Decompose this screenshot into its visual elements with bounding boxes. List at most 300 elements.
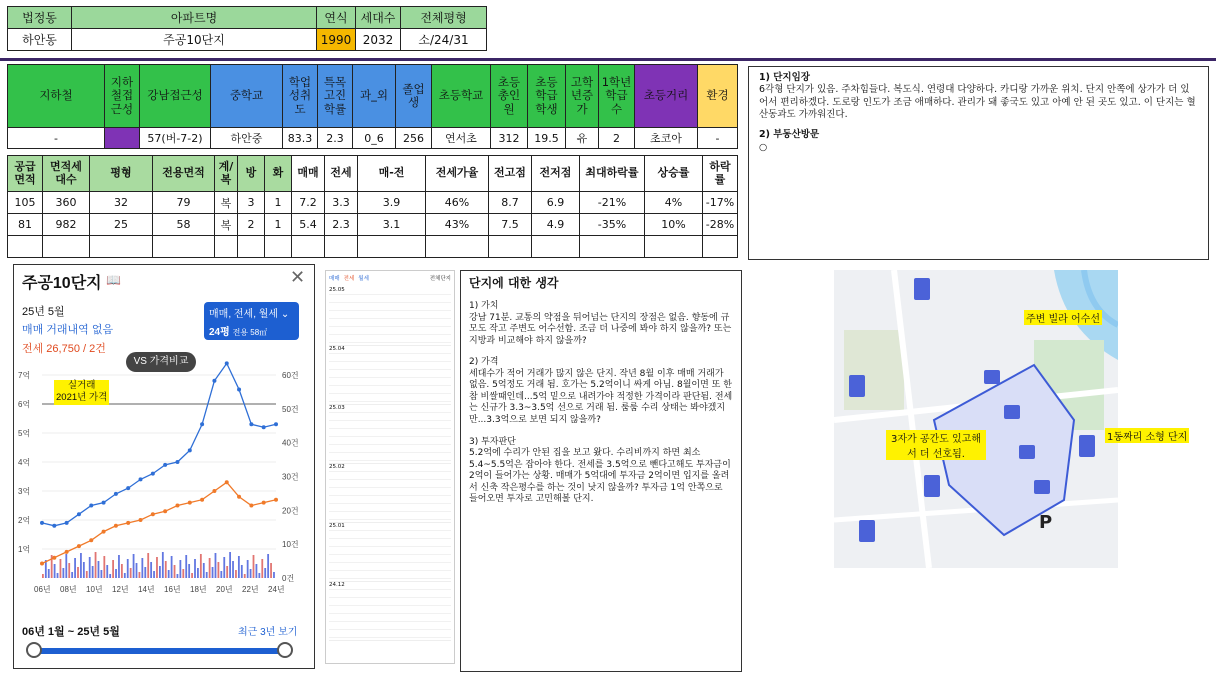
price-cell: -21%	[580, 192, 645, 214]
volume-bar	[250, 569, 252, 578]
volume-bar	[54, 564, 56, 578]
volume-bar	[229, 552, 231, 578]
notes-section1-title: 1) 단지임장	[759, 72, 810, 83]
header-elementary: 초등학교	[432, 65, 491, 128]
transactions-tabs	[326, 271, 454, 285]
data-point	[151, 512, 155, 516]
volume-bar	[168, 570, 170, 578]
y-tick-label: 6억	[18, 400, 31, 409]
thoughts-s1-title: 1) 가치	[469, 301, 499, 312]
data-point	[225, 361, 229, 365]
price-cell: 3	[238, 192, 265, 214]
header-special-hs: 특목고진학률	[318, 65, 353, 128]
volume-bar	[177, 574, 179, 578]
annotation-line2: 2021년 가격	[56, 392, 108, 404]
volume-bar	[241, 565, 243, 578]
volume-bar	[156, 557, 158, 578]
data-point	[175, 460, 179, 464]
y2-tick-label: 20건	[282, 506, 299, 516]
price-header-3: 전용면적	[153, 156, 215, 192]
price-cell: 1	[265, 214, 292, 236]
header-sizes: 전체평형	[401, 7, 487, 29]
y-tick-label: 1억	[18, 545, 31, 554]
data-point	[249, 422, 253, 426]
price-cell: 5.4	[292, 214, 325, 236]
volume-bar	[92, 566, 94, 578]
volume-bar	[232, 561, 234, 578]
volume-bar	[139, 572, 141, 578]
price-header-13: 최대하락률	[580, 156, 645, 192]
volume-bar	[206, 572, 208, 578]
volume-bar	[101, 570, 103, 578]
x-tick-label: 16년	[164, 585, 181, 594]
data-point	[65, 550, 69, 554]
map-label-villa: 주변 빌라 어수선	[1024, 310, 1102, 325]
volume-bar	[48, 569, 50, 578]
price-table	[7, 155, 738, 258]
price-cell	[8, 236, 43, 258]
thoughts-s2-body: 세대수가 적어 거래가 많지 않은 단지. 작년 8월 이후 매매 거래가 없음. 5억정도 거래 됨. 호가는 5.2억이니 싸게 아님. 8월이면 또 한참 비쌀때인데...5억 밑으로 내려가야 적정한 가격이라 판단됨. 전세는 신규가 3.3~3.5억 선으로 거래 됨. 룸룸 수리 상태는 봐야겠지만...3.3억으로 보면 되지 않을까?	[469, 368, 733, 425]
price-cell	[358, 236, 426, 258]
notes-section2-body: ○	[759, 141, 768, 153]
value-subway: -	[8, 128, 105, 149]
volume-bar	[235, 570, 237, 578]
header-gangnam-access: 강남접근성	[140, 65, 211, 128]
volume-bar	[256, 564, 258, 578]
range-slider-track[interactable]	[34, 648, 286, 654]
thoughts-s1-body: 강남 71분. 교통의 약점을 뒤어넘는 단지의 장점은 없음. 향동에 규모도 작고 주변도 어수선함. 조금 더 나중에 봐야 하지 않을까? 또는 지방과 비교해야 하지 않을까?	[469, 312, 732, 346]
data-point	[262, 425, 266, 429]
data-point	[175, 504, 179, 508]
data-point	[40, 521, 44, 525]
tab-sale[interactable]: 매매	[329, 276, 340, 282]
data-point	[114, 492, 118, 496]
price-cell: 982	[43, 214, 90, 236]
volume-bar	[68, 563, 70, 578]
price-cell: 10%	[645, 214, 703, 236]
price-header-0: 공급면적	[8, 156, 43, 192]
price-cell: 1	[265, 192, 292, 214]
price-cell	[292, 236, 325, 258]
volume-bar	[185, 555, 187, 578]
volume-bar	[112, 560, 114, 578]
price-cell: 복	[215, 214, 238, 236]
volume-bar	[226, 566, 228, 578]
notes-section1-body: 6각형 단지가 있음. 주차힘들다. 복도식. 연령대 다양하다. 카디랑 가까운 위치. 단지 안쪽에 상가가 더 있어서 편리하겠다. 도로랑 인도가 조금 애매하다. 관리가 돼 좋국도 있고 아예 안 된 곳도 있고. 이 단지는 혈산동과도 가까워진다.	[759, 84, 1196, 121]
price-cell	[153, 236, 215, 258]
x-tick-label: 18년	[190, 585, 207, 594]
x-tick-label: 22년	[242, 585, 259, 594]
y2-tick-label: 10건	[282, 540, 299, 550]
price-cell: 3.1	[358, 214, 426, 236]
volume-bar	[273, 572, 275, 578]
y2-tick-label: 0건	[282, 574, 295, 583]
volume-bar	[212, 567, 214, 578]
header-upper-grade: 고학년증가	[566, 65, 599, 128]
price-cell	[532, 236, 580, 258]
data-point	[200, 422, 204, 426]
data-point	[52, 556, 56, 560]
date-range-label: 06년 1월 ~ 25년 5월	[22, 626, 120, 638]
data-point	[126, 486, 130, 490]
value-grade1-classes: 2	[599, 128, 635, 149]
price-cell: 7.5	[489, 214, 532, 236]
school-transport-table	[7, 64, 738, 149]
price-header-7: 매매	[292, 156, 325, 192]
divider	[0, 58, 1216, 61]
value-tutoring: 0_6	[353, 128, 396, 149]
value-elem-distance: 초코아	[635, 128, 698, 149]
volume-bar	[95, 552, 97, 578]
volume-bar	[244, 574, 246, 578]
volume-bar	[209, 558, 211, 578]
data-point	[151, 472, 155, 476]
data-point	[163, 463, 167, 467]
transaction-date: 25.02	[329, 464, 451, 523]
price-chart-panel	[13, 264, 315, 669]
annotation-line1: 실거래	[54, 380, 109, 392]
volume-bar	[71, 572, 73, 578]
series-line	[42, 482, 276, 563]
price-header-4: 계/복	[215, 156, 238, 192]
value-elem-total: 312	[491, 128, 528, 149]
price-cell	[90, 236, 153, 258]
header-tutoring: 과_외	[353, 65, 396, 128]
value-gangnam-access: 57(버-7-2)	[140, 128, 211, 149]
table-row	[8, 192, 738, 214]
data-point	[89, 538, 93, 542]
volume-bar	[165, 561, 167, 578]
price-cell: 2	[238, 214, 265, 236]
data-point	[237, 388, 241, 392]
transaction-date: 25.01	[329, 523, 451, 582]
volume-bar	[162, 552, 164, 578]
price-header-11: 전고점	[489, 156, 532, 192]
volume-bar	[121, 564, 123, 578]
volume-bar	[174, 565, 176, 578]
range-slider-handle-start[interactable]	[26, 642, 42, 658]
volume-bar	[150, 562, 152, 578]
map-book-icon[interactable]: 📖	[106, 273, 121, 287]
thoughts-s2-title: 2) 가격	[469, 357, 499, 368]
value-achievement: 83.3	[283, 128, 318, 149]
price-cell: 3.9	[358, 192, 426, 214]
volume-bar	[147, 553, 149, 578]
price-header-2: 평형	[90, 156, 153, 192]
price-cell	[703, 236, 738, 258]
y-tick-label: 2억	[18, 516, 31, 525]
volume-bar	[264, 568, 266, 578]
value-middle-school: 하안중	[211, 128, 283, 149]
value-environment: -	[698, 128, 738, 149]
tab-jeonse[interactable]: 전세	[343, 276, 355, 282]
price-header-10: 전세가율	[426, 156, 489, 192]
value-special-hs: 2.3	[318, 128, 353, 149]
volume-bar	[159, 566, 161, 578]
x-tick-label: 08년	[60, 585, 77, 594]
price-cell	[645, 236, 703, 258]
volume-bar	[267, 554, 269, 578]
data-point	[237, 495, 241, 499]
value-households: 2032	[356, 29, 401, 51]
volume-bar	[215, 553, 217, 578]
value-elementary: 연서초	[432, 128, 491, 149]
transaction-date: 25.04	[329, 346, 451, 405]
volume-bar	[133, 554, 135, 578]
volume-bar	[197, 568, 199, 578]
chart-date: 25년 5월	[22, 306, 65, 318]
volume-bar	[62, 568, 64, 578]
price-cell	[215, 236, 238, 258]
price-cell: 8.7	[489, 192, 532, 214]
data-point	[249, 504, 253, 508]
y2-tick-label: 50건	[282, 404, 299, 414]
header-dong: 법정동	[8, 7, 72, 29]
sale-status: 매매 거래내역 없음	[22, 324, 114, 336]
volume-bar	[136, 563, 138, 578]
tab-monthly[interactable]: 월세	[358, 276, 369, 282]
volume-bar	[109, 574, 111, 578]
volume-bar	[130, 568, 132, 578]
x-tick-label: 24년	[268, 585, 285, 594]
price-cell: 46%	[426, 192, 489, 214]
price-cell	[580, 236, 645, 258]
x-tick-label: 12년	[112, 585, 129, 594]
header-year: 연식	[317, 7, 356, 29]
complex-map[interactable]	[834, 270, 1118, 568]
data-point	[274, 498, 278, 502]
data-point	[212, 489, 216, 493]
y-tick-label: 7억	[18, 371, 31, 380]
volume-bar	[57, 573, 59, 578]
price-header-14: 상승률	[645, 156, 703, 192]
notes-section2-title: 2) 부동산방문	[759, 129, 820, 141]
x-tick-label: 06년	[34, 585, 51, 594]
value-apt-name: 주공10단지	[72, 29, 317, 51]
jeonse-status: 전세 26,750 / 2건	[22, 343, 106, 355]
volume-bar	[98, 561, 100, 578]
price-cell: 3.3	[325, 192, 358, 214]
thoughts-panel	[460, 270, 742, 672]
price-cell	[43, 236, 90, 258]
x-tick-label: 10년	[86, 585, 103, 594]
y2-tick-label: 30건	[282, 472, 299, 482]
price-cell: 360	[43, 192, 90, 214]
volume-bar	[83, 562, 85, 578]
transaction-date: 24.12	[329, 582, 451, 641]
header-achievement: 학업성취도	[283, 65, 318, 128]
map-label-3rooms: 3자가 공간도 있고해서 더 선호됨.	[886, 430, 986, 460]
transactions-list	[326, 285, 454, 643]
volume-bar	[144, 567, 146, 578]
site-visit-notes	[748, 66, 1209, 260]
data-point	[77, 544, 81, 548]
transaction-date: 25.03	[329, 405, 451, 464]
volume-bar	[42, 574, 44, 578]
map-label-one-building: 1동짜리 소형 단지	[1105, 428, 1189, 443]
price-header-5: 방	[238, 156, 265, 192]
volume-bar	[106, 565, 108, 578]
data-point	[139, 477, 143, 481]
header-apt-name: 아파트명	[72, 7, 317, 29]
filter-dropdown[interactable]	[204, 302, 299, 340]
value-upper-grade: 유	[566, 128, 599, 149]
sort-label[interactable]: 전체단지	[429, 276, 451, 282]
volume-bar	[77, 567, 79, 578]
price-cell: 복	[215, 192, 238, 214]
price-cell: 79	[153, 192, 215, 214]
table-row	[8, 214, 738, 236]
svg-text:P: P	[1039, 512, 1053, 533]
data-point	[102, 501, 106, 505]
value-graduates: 256	[396, 128, 432, 149]
volume-bar	[60, 559, 62, 578]
range-slider-handle-end[interactable]	[277, 642, 293, 658]
volume-bar	[153, 571, 155, 578]
header-households: 세대수	[356, 7, 401, 29]
volume-bar	[191, 573, 193, 578]
volume-bar	[80, 553, 82, 578]
y-tick-label: 4억	[18, 458, 31, 467]
volume-bar	[89, 557, 91, 578]
volume-bar	[124, 573, 126, 578]
price-cell: -35%	[580, 214, 645, 236]
header-subway-access: 지하철접근성	[105, 65, 140, 128]
price-header-6: 화	[265, 156, 292, 192]
volume-bar	[238, 556, 240, 578]
volume-bar	[188, 564, 190, 578]
volume-bar	[171, 556, 173, 578]
price-header-8: 전세	[325, 156, 358, 192]
volume-bar	[86, 571, 88, 578]
data-point	[188, 448, 192, 452]
chart-annotation	[54, 380, 109, 405]
data-point	[77, 512, 81, 516]
price-cell: 32	[90, 192, 153, 214]
volume-bar	[247, 560, 249, 578]
summary-table	[7, 6, 487, 51]
volume-bar	[270, 563, 272, 578]
header-middle-school: 중학교	[211, 65, 283, 128]
volume-bar	[261, 559, 263, 578]
price-header-15: 하락률	[703, 156, 738, 192]
y-tick-label: 3억	[18, 487, 31, 496]
header-environment: 환경	[698, 65, 738, 128]
data-point	[40, 562, 44, 566]
value-year: 1990	[317, 29, 356, 51]
thoughts-s3-title: 3) 투자판단	[469, 436, 516, 447]
header-elem-distance: 초등거리	[635, 65, 698, 128]
header-elem-total: 초등총인원	[491, 65, 528, 128]
price-cell	[426, 236, 489, 258]
price-cell: 81	[8, 214, 43, 236]
y2-tick-label: 40건	[282, 438, 299, 448]
price-cell: 58	[153, 214, 215, 236]
price-cell	[325, 236, 358, 258]
recent-3y-button[interactable]: 최근 3년 보기	[238, 627, 298, 638]
volume-bar	[103, 556, 105, 578]
header-graduates: 졸업생	[396, 65, 432, 128]
price-cell: 4.9	[532, 214, 580, 236]
volume-bar	[141, 558, 143, 578]
data-point	[114, 524, 118, 528]
value-dong: 하안동	[8, 29, 72, 51]
data-point	[212, 379, 216, 383]
data-point	[89, 504, 93, 508]
price-cell: 43%	[426, 214, 489, 236]
x-tick-label: 20년	[216, 585, 233, 594]
data-point	[274, 422, 278, 426]
close-icon[interactable]: ✕	[290, 267, 306, 287]
price-cell	[238, 236, 265, 258]
thoughts-s3-body: 5.2억에 수리가 안된 집을 보고 왔다. 수리비까지 하면 최소 5.4~5.5억은 잡아야 한다. 전세를 3.5억으로 뺀다고해도 투자금이 2억이 들어가는 상황. 매매가 5억대에 투자금 2억이면 입지를 올려서 신축 작은평수를 하는 것이 낫지 않을까? 투자금 1억 안쪽으로 들어오면 투자로 고민해볼 단지.	[469, 448, 731, 505]
transactions-panel	[325, 270, 455, 664]
y-tick-label: 5억	[18, 429, 31, 438]
volume-bar	[220, 571, 222, 578]
volume-bar	[179, 560, 181, 578]
price-cell	[265, 236, 292, 258]
price-cell: 25	[90, 214, 153, 236]
filter-label: 매매, 전세, 월세	[209, 309, 279, 320]
volume-bar	[218, 562, 220, 578]
volume-bar	[200, 554, 202, 578]
header-subway: 지하철	[8, 65, 105, 128]
header-elem-class: 초등학급학생	[528, 65, 566, 128]
compare-button[interactable]: VS 가격비교	[126, 352, 196, 372]
chart-panel-title: 주공10단지	[22, 275, 102, 292]
price-cell: -28%	[703, 214, 738, 236]
price-cell: 7.2	[292, 192, 325, 214]
volume-bar	[203, 563, 205, 578]
value-sizes: 소/24/31	[401, 29, 487, 51]
price-header-9: 매-전	[358, 156, 426, 192]
volume-bar	[115, 569, 117, 578]
chevron-down-icon: ⌄	[280, 309, 290, 320]
price-cell: 2.3	[325, 214, 358, 236]
volume-bar	[127, 559, 129, 578]
volume-bar	[118, 555, 120, 578]
volume-bar	[194, 559, 196, 578]
price-header-1: 면적세대수	[43, 156, 90, 192]
data-point	[262, 501, 266, 505]
data-point	[126, 521, 130, 525]
x-tick-label: 14년	[138, 585, 155, 594]
price-cell: 105	[8, 192, 43, 214]
volume-bar	[223, 557, 225, 578]
volume-bar	[74, 558, 76, 578]
size-label: 24평	[209, 327, 230, 338]
volume-bar	[253, 555, 255, 578]
data-point	[52, 524, 56, 528]
data-point	[200, 498, 204, 502]
data-point	[225, 480, 229, 484]
data-point	[102, 530, 106, 534]
volume-bar	[258, 573, 260, 578]
data-point	[163, 509, 167, 513]
table-row	[8, 236, 738, 258]
volume-bar	[65, 554, 67, 578]
transaction-date: 25.05	[329, 287, 451, 346]
size-sub: 전용 58㎡	[232, 328, 268, 337]
price-header-12: 전저점	[532, 156, 580, 192]
y2-tick-label: 60건	[282, 371, 299, 380]
thoughts-title: 단지에 대한 생각	[469, 276, 559, 290]
header-grade1-classes: 1학년학급수	[599, 65, 635, 128]
value-subway-access	[105, 128, 140, 149]
price-cell	[489, 236, 532, 258]
data-point	[188, 501, 192, 505]
price-cell: 6.9	[532, 192, 580, 214]
